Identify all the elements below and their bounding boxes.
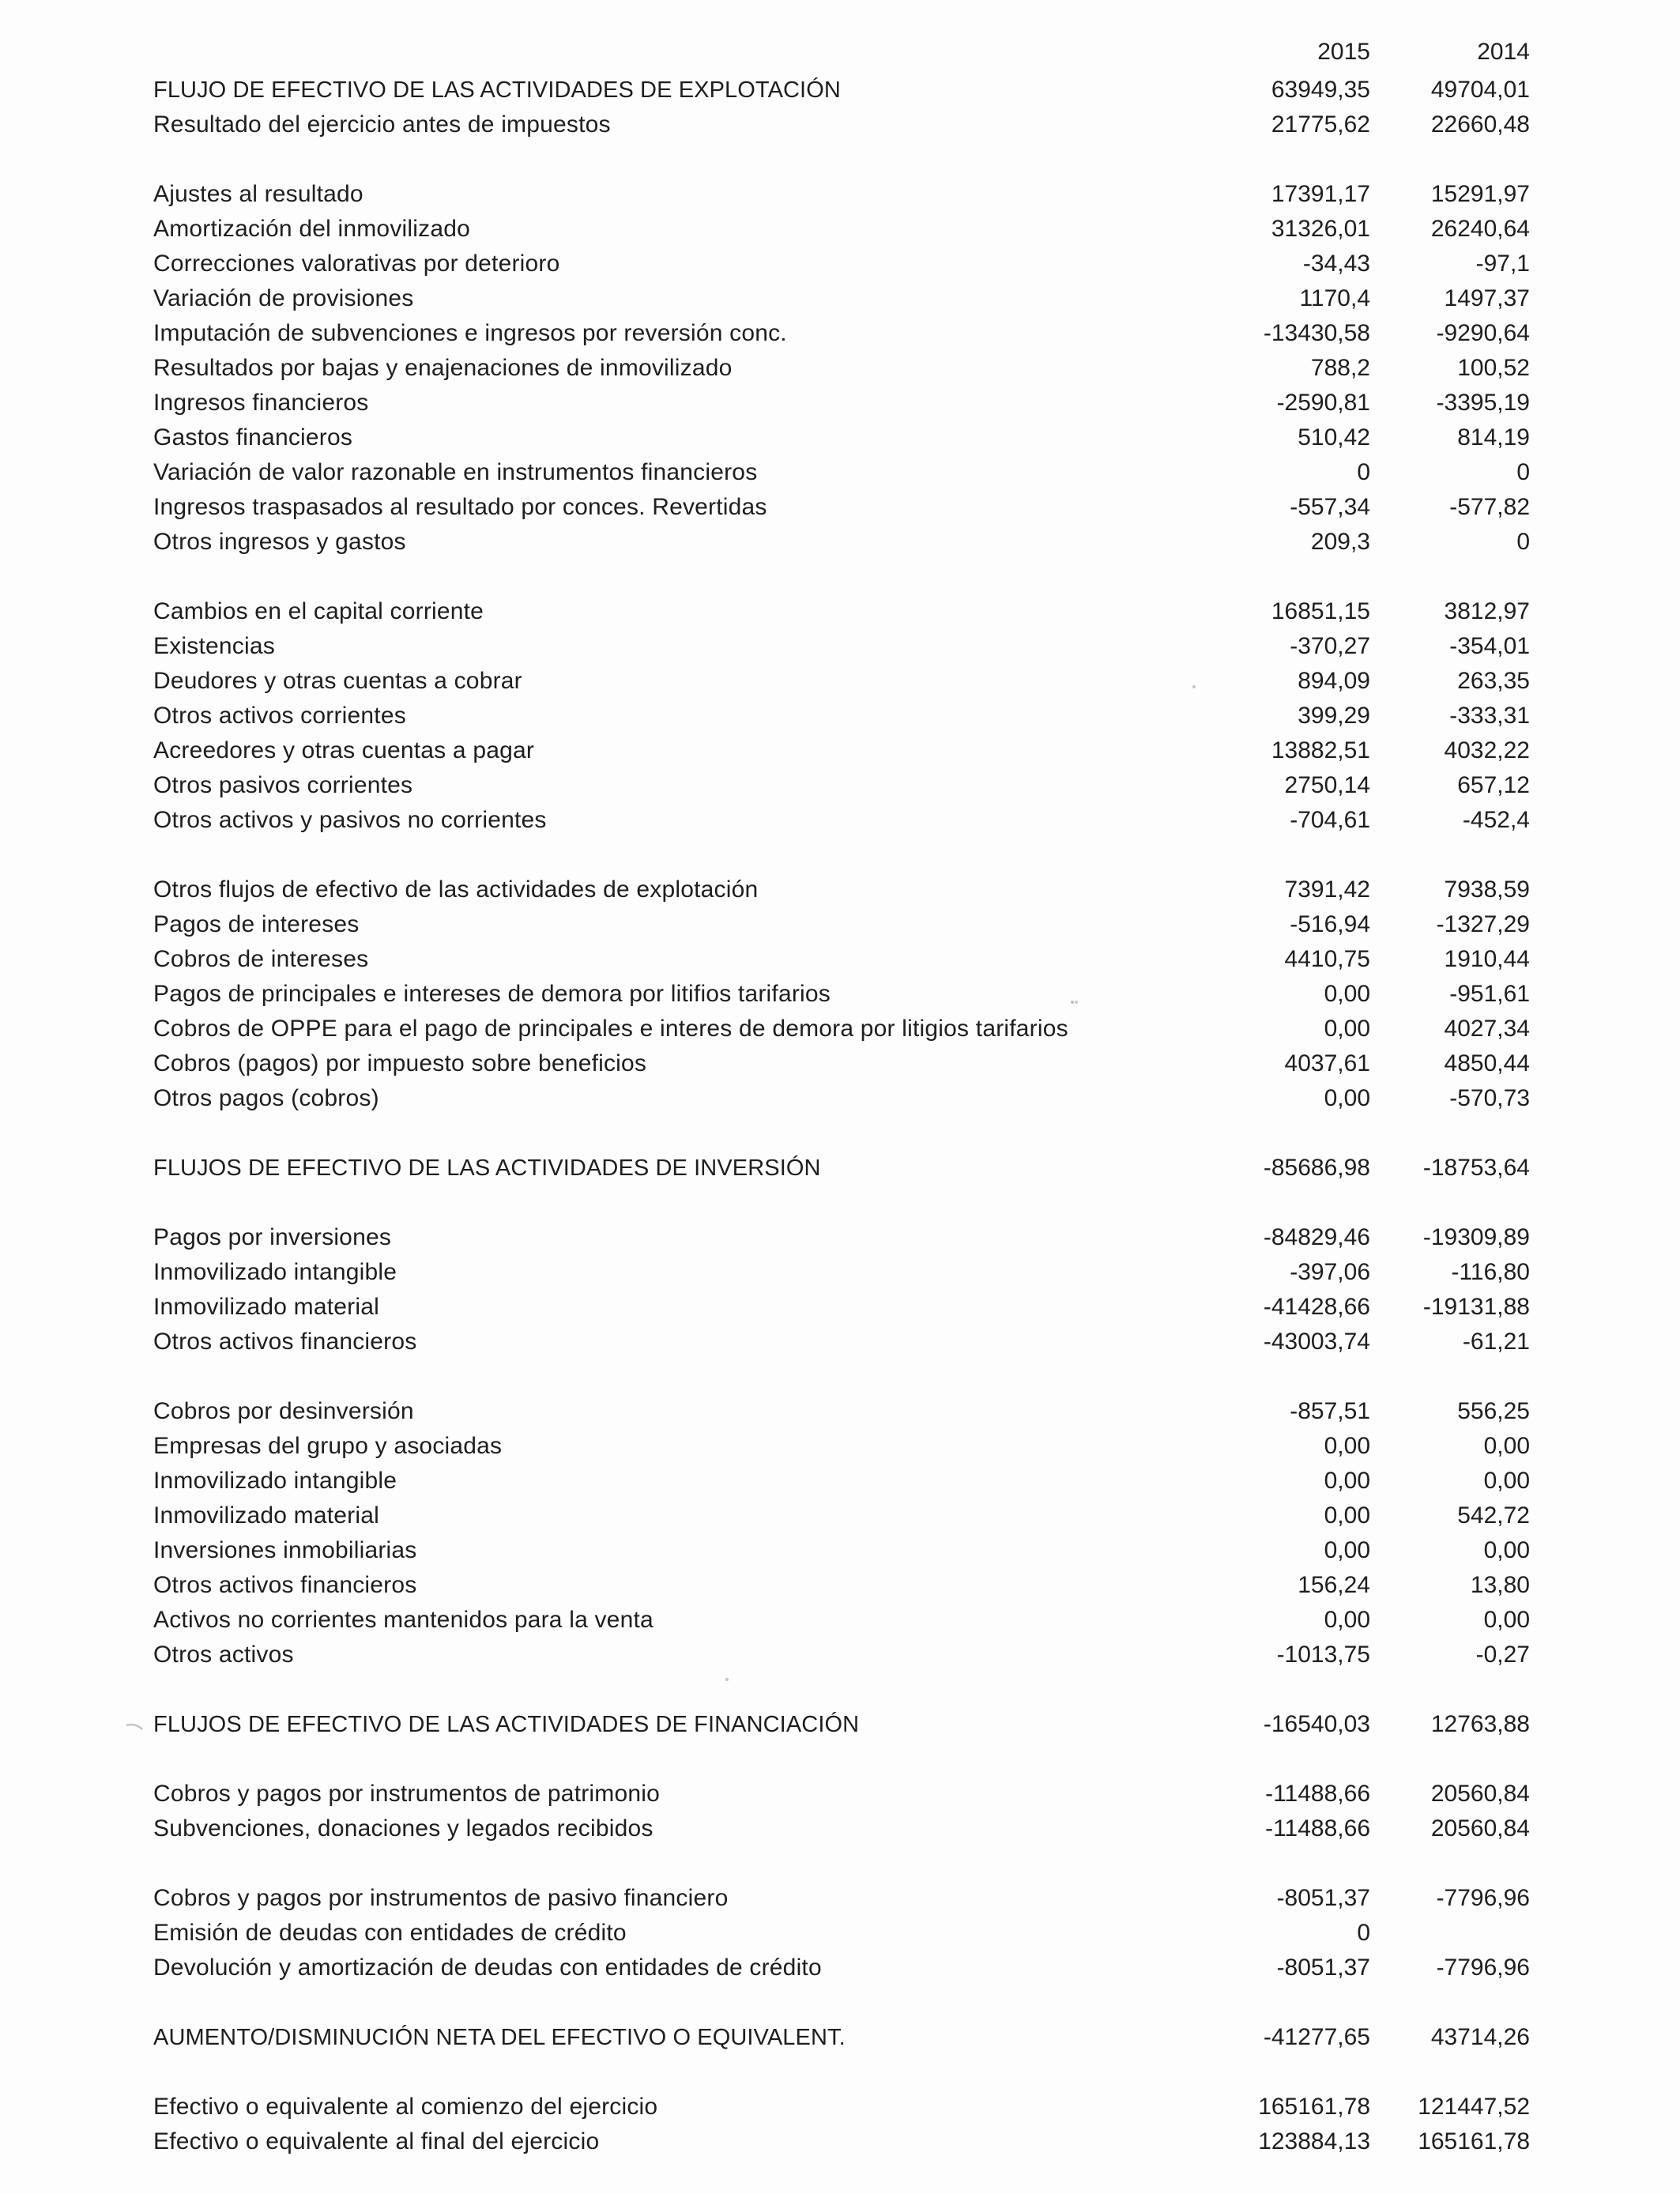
- table-row: [0, 1638, 1680, 1672]
- table-row: [0, 1603, 1680, 1638]
- table-row: [0, 1290, 1680, 1325]
- value-2014: 20560,84: [1430, 1781, 1530, 1807]
- value-2015: 63949,35: [1271, 77, 1370, 103]
- value-2014: -19309,89: [1422, 1224, 1530, 1250]
- value-2015: -13430,58: [1263, 320, 1370, 346]
- table-row: [0, 977, 1680, 1012]
- value-2015: -2590,81: [1276, 390, 1370, 416]
- table-row: [0, 1951, 1680, 1985]
- table-row: [0, 2124, 1680, 2159]
- table-row: [0, 1081, 1680, 1116]
- table-row: [0, 768, 1680, 803]
- year-2015-header: 2015: [1317, 39, 1370, 65]
- value-2015: -857,51: [1290, 1398, 1370, 1424]
- value-2015: -11488,66: [1265, 1815, 1370, 1842]
- row-label: Imputación de subvenciones e ingresos por reversión conc.: [153, 320, 787, 346]
- value-2014: 49704,01: [1430, 77, 1530, 103]
- value-2015: 0,00: [1324, 1502, 1370, 1529]
- table-row: [0, 281, 1680, 316]
- row-label: Acreedores y otras cuentas a pagar: [153, 737, 535, 763]
- row-label: Devolución y amortización de deudas con entidades de crédito: [153, 1955, 822, 1981]
- row-label: Cobros de intereses: [153, 946, 369, 972]
- value-2015: -84829,46: [1263, 1224, 1370, 1250]
- value-2015: 0,00: [1324, 1016, 1370, 1042]
- value-2014: 22660,48: [1430, 111, 1530, 138]
- row-label: Cambios en el capital corriente: [153, 598, 484, 624]
- table-row: [0, 733, 1680, 768]
- value-2015: -557,34: [1290, 494, 1370, 520]
- table-row: [0, 455, 1680, 490]
- value-2014: -7796,96: [1436, 1955, 1530, 1981]
- value-2014: 0: [1516, 459, 1530, 485]
- table-row: [0, 525, 1680, 560]
- table-row: [0, 1255, 1680, 1290]
- row-label: Otros activos y pasivos no corrientes: [153, 807, 547, 833]
- row-label: Deudores y otras cuentas a cobrar: [153, 668, 522, 694]
- value-2014: 7938,59: [1444, 876, 1530, 903]
- value-2015: 156,24: [1298, 1572, 1370, 1598]
- section-heading-row: [0, 2020, 1680, 2055]
- value-2015: -397,06: [1290, 1259, 1370, 1285]
- value-2014: 26240,64: [1430, 216, 1530, 242]
- value-2015: 510,42: [1298, 424, 1370, 450]
- value-2014: 4027,34: [1444, 1016, 1530, 1042]
- value-2014: -19131,88: [1422, 1294, 1530, 1320]
- value-2015: -516,94: [1290, 911, 1370, 937]
- table-row: [0, 177, 1680, 212]
- value-2015: 21775,62: [1271, 111, 1370, 138]
- row-label: Inmovilizado material: [153, 1502, 379, 1529]
- value-2014: 0: [1516, 529, 1530, 555]
- value-2015: 123884,13: [1258, 2128, 1370, 2154]
- row-label: Resultados por bajas y enajenaciones de inmovilizado: [153, 355, 733, 381]
- value-2015: -11488,66: [1265, 1781, 1370, 1807]
- year-2014-header: 2014: [1477, 39, 1530, 65]
- section-heading: FLUJOS DE EFECTIVO DE LAS ACTIVIDADES DE INVERSIÓN: [153, 1155, 821, 1181]
- row-label: Emisión de deudas con entidades de crédito: [153, 1920, 627, 1946]
- row-label: Otros activos financieros: [153, 1329, 417, 1355]
- value-2014: 0,00: [1483, 1468, 1530, 1494]
- table-row: [0, 1568, 1680, 1603]
- value-2014: -116,80: [1451, 1259, 1530, 1285]
- value-2014: -18753,64: [1422, 1155, 1530, 1181]
- value-2014: 15291,97: [1430, 181, 1530, 207]
- table-row: [0, 907, 1680, 942]
- section-heading: FLUJO DE EFECTIVO DE LAS ACTIVIDADES DE EXPLOTACIÓN: [153, 77, 841, 103]
- value-2015: 0,00: [1324, 1433, 1370, 1459]
- row-label: Correcciones valorativas por deterioro: [153, 251, 560, 277]
- table-row: [0, 247, 1680, 281]
- value-2014: 0,00: [1483, 1537, 1530, 1563]
- value-2015: -8051,37: [1276, 1955, 1370, 1981]
- row-label: Cobros (pagos) por impuesto sobre beneficios: [153, 1050, 647, 1076]
- table-row: [0, 1464, 1680, 1498]
- row-label: Ingresos financieros: [153, 390, 369, 416]
- value-2014: 542,72: [1457, 1502, 1530, 1529]
- value-2014: 556,25: [1457, 1398, 1530, 1424]
- table-row: [0, 2090, 1680, 2124]
- table-row: [0, 699, 1680, 733]
- value-2014: -97,1: [1475, 251, 1530, 277]
- table-row: [0, 594, 1680, 629]
- table-row: [0, 873, 1680, 907]
- row-label: Cobros y pagos por instrumentos de patrimonio: [153, 1781, 660, 1807]
- section-heading-row: [0, 1707, 1680, 1742]
- value-2014: 4032,22: [1444, 737, 1530, 763]
- row-label: Otros flujos de efectivo de las actividades de explotación: [153, 876, 759, 903]
- section-heading-row: [0, 1151, 1680, 1186]
- row-label: Otros activos corrientes: [153, 703, 406, 729]
- value-2014: 657,12: [1457, 772, 1530, 798]
- value-2015: 894,09: [1298, 668, 1370, 694]
- value-2014: -951,61: [1449, 981, 1530, 1007]
- value-2014: 814,19: [1457, 424, 1530, 450]
- row-label: Pagos de intereses: [153, 911, 360, 937]
- table-row: [0, 1046, 1680, 1081]
- value-2014: 165161,78: [1418, 2128, 1530, 2154]
- row-label: Otros pasivos corrientes: [153, 772, 413, 798]
- value-2014: -7796,96: [1436, 1885, 1530, 1911]
- row-label: Efectivo o equivalente al comienzo del ejercicio: [153, 2094, 658, 2120]
- row-label: Subvenciones, donaciones y legados recibidos: [153, 1815, 654, 1842]
- row-label: Ajustes al resultado: [153, 181, 363, 207]
- value-2015: 0: [1357, 459, 1370, 485]
- row-label: Variación de provisiones: [153, 285, 414, 311]
- value-2015: -41277,65: [1263, 2024, 1370, 2050]
- value-2015: -370,27: [1290, 633, 1370, 659]
- table-row: [0, 1394, 1680, 1429]
- value-2014: 1910,44: [1444, 946, 1530, 972]
- value-2015: -41428,66: [1263, 1294, 1370, 1320]
- row-label: Otros activos: [153, 1642, 294, 1668]
- value-2015: 0,00: [1324, 1085, 1370, 1111]
- value-2014: 13,80: [1470, 1572, 1530, 1598]
- table-row: [0, 420, 1680, 455]
- table-row: [0, 386, 1680, 420]
- value-2015: 0,00: [1324, 1537, 1370, 1563]
- value-2015: 7391,42: [1284, 876, 1370, 903]
- table-row: [0, 351, 1680, 386]
- row-label: Otros ingresos y gastos: [153, 529, 406, 555]
- value-2014: -3395,19: [1436, 390, 1530, 416]
- value-2015: -34,43: [1302, 251, 1370, 277]
- section-heading: FLUJOS DE EFECTIVO DE LAS ACTIVIDADES DE FINANCIACIÓN: [153, 1712, 860, 1737]
- value-2014: -333,31: [1449, 703, 1530, 729]
- value-2015: 13882,51: [1271, 737, 1370, 763]
- value-2014: 1497,37: [1444, 285, 1530, 311]
- table-row: [0, 1429, 1680, 1464]
- table-row: [0, 664, 1680, 699]
- value-2015: 2750,14: [1284, 772, 1370, 798]
- section-heading: AUMENTO/DISMINUCIÓN NETA DEL EFECTIVO O EQUIVALENT.: [153, 2025, 846, 2050]
- row-label: Cobros de OPPE para el pago de principales e interes de demora por litigios tarifarios: [153, 1016, 1068, 1042]
- value-2014: -577,82: [1449, 494, 1530, 520]
- row-label: Inmovilizado material: [153, 1294, 379, 1320]
- table-row: [0, 1777, 1680, 1811]
- value-2014: 12763,88: [1430, 1711, 1530, 1737]
- row-label: Ingresos traspasados al resultado por conces. Revertidas: [153, 494, 767, 520]
- table-row: [0, 1325, 1680, 1359]
- row-label: Activos no corrientes mantenidos para la venta: [153, 1607, 654, 1633]
- value-2015: 788,2: [1310, 355, 1370, 381]
- table-row: [0, 942, 1680, 977]
- value-2015: 0,00: [1324, 1607, 1370, 1633]
- value-2015: -704,61: [1290, 807, 1370, 833]
- row-label: Inmovilizado intangible: [153, 1468, 397, 1494]
- row-label: Gastos financieros: [153, 424, 353, 450]
- value-2015: 31326,01: [1271, 216, 1370, 242]
- row-label: Inversiones inmobiliarias: [153, 1537, 417, 1563]
- value-2014: 100,52: [1457, 355, 1530, 381]
- value-2015: 16851,15: [1271, 598, 1370, 624]
- table-row: [0, 1220, 1680, 1255]
- row-label: Pagos por inversiones: [153, 1224, 392, 1250]
- value-2014: 43714,26: [1430, 2024, 1530, 2050]
- value-2015: 399,29: [1298, 703, 1370, 729]
- table-row: [0, 212, 1680, 247]
- row-label: Otros activos financieros: [153, 1572, 417, 1598]
- row-label: Inmovilizado intangible: [153, 1259, 397, 1285]
- value-2015: 209,3: [1310, 529, 1370, 555]
- value-2015: 4037,61: [1284, 1050, 1370, 1076]
- table-row: [0, 1533, 1680, 1568]
- value-2014: 0,00: [1483, 1607, 1530, 1633]
- value-2015: -43003,74: [1263, 1329, 1370, 1355]
- table-row: [0, 1881, 1680, 1916]
- value-2015: -16540,03: [1263, 1711, 1370, 1737]
- table-row: [0, 490, 1680, 525]
- value-2014: 121447,52: [1418, 2094, 1530, 2120]
- row-label: Otros pagos (cobros): [153, 1085, 379, 1111]
- table-row: [0, 1012, 1680, 1046]
- value-2014: -354,01: [1449, 633, 1530, 659]
- row-label: Pagos de principales e intereses de demora por litifios tarifarios: [153, 981, 831, 1007]
- value-2014: -0,27: [1475, 1642, 1530, 1668]
- value-2015: 0,00: [1324, 1468, 1370, 1494]
- table-row: [0, 1916, 1680, 1951]
- row-label: Variación de valor razonable en instrumentos financieros: [153, 459, 758, 485]
- value-2015: 0: [1357, 1920, 1370, 1946]
- value-2015: 4410,75: [1284, 946, 1370, 972]
- value-2014: -452,4: [1462, 807, 1530, 833]
- value-2015: 1170,4: [1299, 285, 1370, 311]
- value-2014: -61,21: [1462, 1329, 1530, 1355]
- row-label: Cobros y pagos por instrumentos de pasivo financiero: [153, 1885, 729, 1911]
- table-row: [0, 107, 1680, 142]
- year-header-row: [0, 35, 1680, 70]
- value-2014: 4850,44: [1444, 1050, 1530, 1076]
- value-2014: 263,35: [1457, 668, 1530, 694]
- row-label: Existencias: [153, 633, 275, 659]
- value-2014: -570,73: [1449, 1085, 1530, 1111]
- table-row: [0, 1498, 1680, 1533]
- table-row: [0, 316, 1680, 351]
- value-2015: 17391,17: [1271, 181, 1370, 207]
- section-heading-row: [0, 73, 1680, 107]
- value-2015: -1013,75: [1276, 1642, 1370, 1668]
- row-label: Efectivo o equivalente al final del ejercicio: [153, 2128, 600, 2154]
- value-2015: -85686,98: [1263, 1155, 1370, 1181]
- value-2015: 0,00: [1324, 981, 1370, 1007]
- table-row: [0, 803, 1680, 838]
- value-2014: -1327,29: [1436, 911, 1530, 937]
- row-label: Resultado del ejercicio antes de impuestos: [153, 111, 611, 138]
- table-row: [0, 629, 1680, 664]
- value-2015: 165161,78: [1258, 2094, 1370, 2120]
- value-2014: 3812,97: [1444, 598, 1530, 624]
- table-row: [0, 1811, 1680, 1846]
- value-2014: -9290,64: [1436, 320, 1530, 346]
- row-label: Cobros por desinversión: [153, 1398, 414, 1424]
- value-2014: 0,00: [1483, 1433, 1530, 1459]
- row-label: Amortización del inmovilizado: [153, 216, 470, 242]
- row-label: Empresas del grupo y asociadas: [153, 1433, 503, 1459]
- value-2014: 20560,84: [1430, 1815, 1530, 1842]
- value-2015: -8051,37: [1276, 1885, 1370, 1911]
